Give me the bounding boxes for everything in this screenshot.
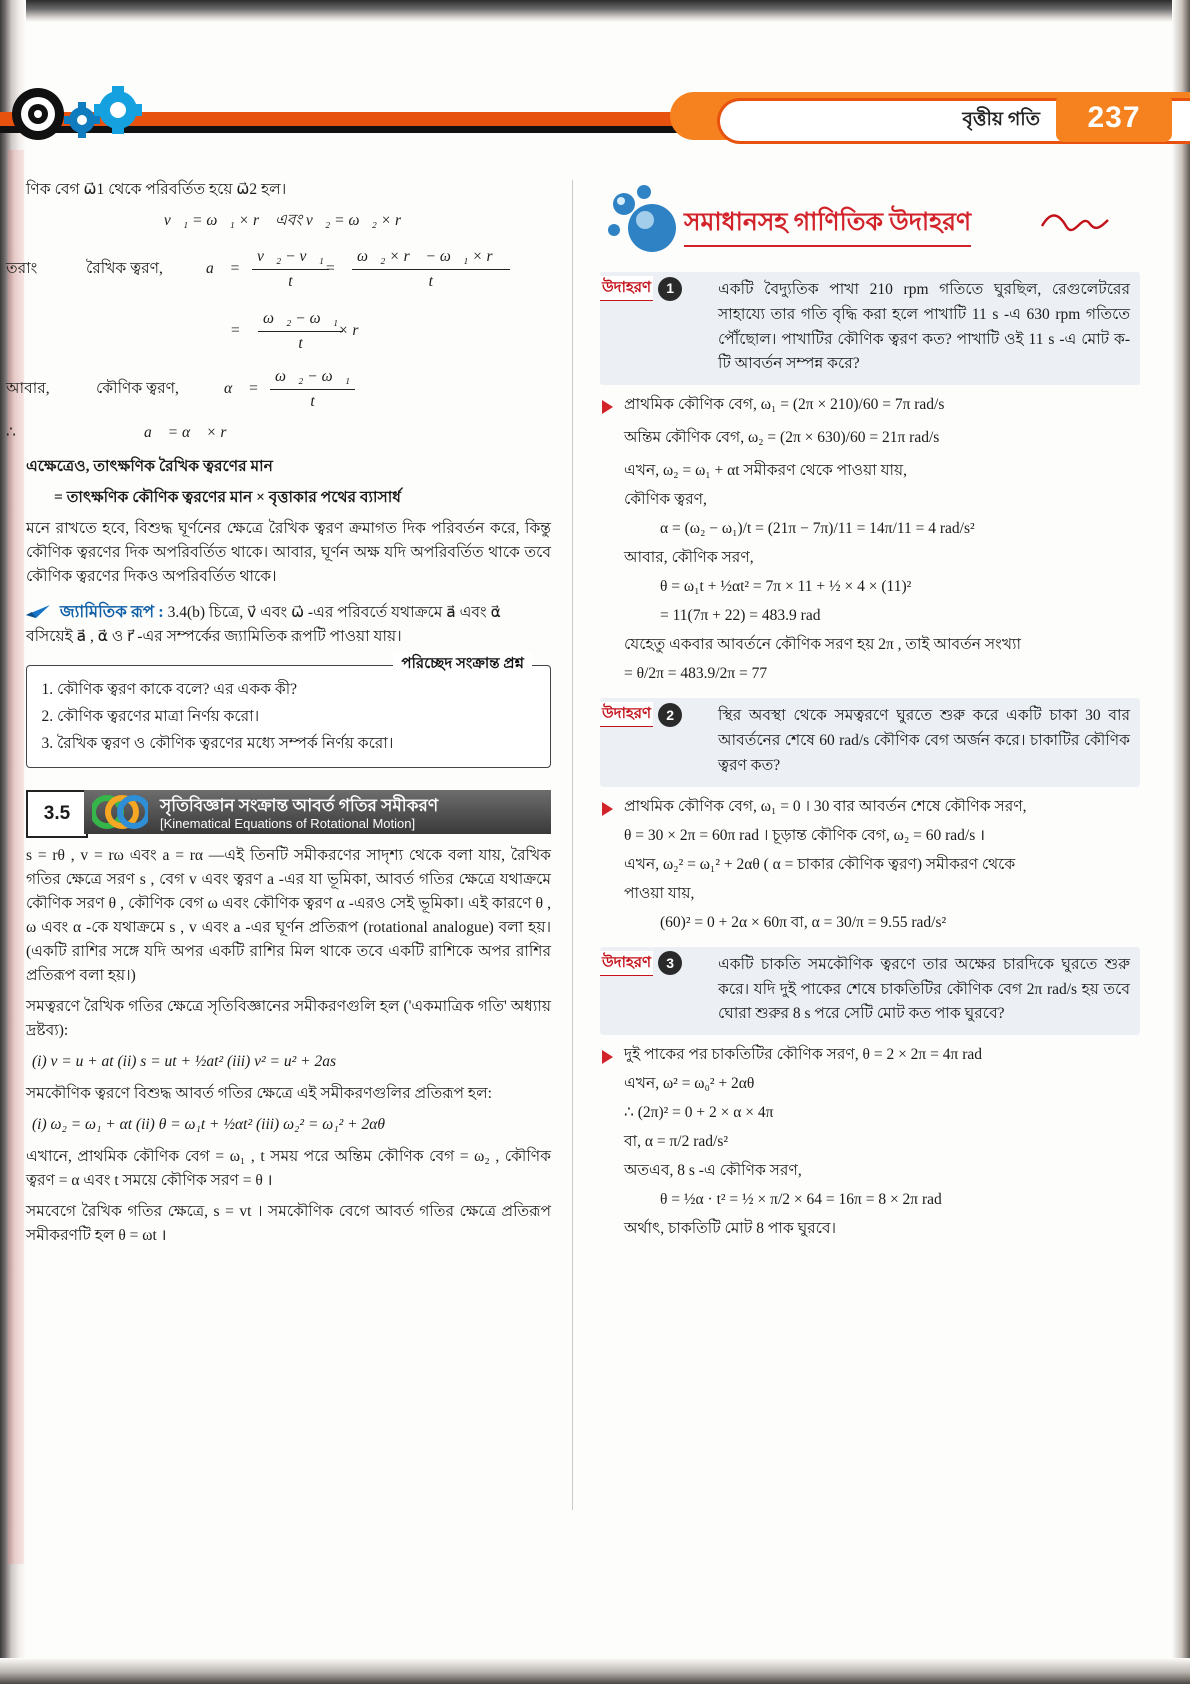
section-questions-title: পরিচ্ছেদ সংক্রান্ত প্রশ্ন <box>393 653 532 676</box>
squiggle-icon <box>1040 214 1110 240</box>
example-2-solution <box>600 795 1140 935</box>
solution-line: θ = ½α · t² = ½ × π/2 × 64 = 16π = 8 × 2π rad <box>660 1191 942 1209</box>
left-column <box>6 178 551 1255</box>
example-3-solution <box>600 1043 1140 1241</box>
solution-line: পাওয়া যায়, <box>624 884 695 902</box>
equation-v1-v2: v⃗₁ = ω⃗₁ × r⃗ এবং v⃗₂ = ω⃗₂ × r⃗ <box>163 212 414 230</box>
equals-sign: = <box>326 260 335 278</box>
example-2-tag <box>600 702 682 727</box>
instantaneous-linear-text: এক্ষেত্রেও, তাৎক্ষণিক রৈখিক ত্বরণের মান <box>26 458 273 476</box>
rotational-equations: (i) ω₂ = ω₁ + αt (ii) θ = ω₁t + ½αt² (iii) ω₂² = ω₁² + 2αθ <box>32 1116 385 1134</box>
scan-edge-right <box>1172 0 1190 1684</box>
eq-b-num: ω⃗₂ − ω⃗₁ <box>258 307 343 332</box>
geometric-form-title: জ্যামিতিক রূপ : <box>59 602 164 622</box>
solution-line: অন্তিম কৌণিক বেগ, ω₂ = (2π × 630)/60 = 21π rad/s <box>624 429 940 447</box>
blue-bubbles-icon <box>600 180 680 256</box>
kinematics-body-2: সমত্বরণে রৈখিক গতির ক্ষেত্রে সৃতিবিজ্ঞানের সমীকরণগুলি হল ('একমাত্রিক গতি' অধ্যায় দ্রষ্টব্য): <box>26 998 551 1040</box>
instantaneous-linear-text-2: = তাৎক্ষণিক কৌণিক ত্বরণের মান × বৃত্তাকার পথের ব্যাসার্ধ <box>54 489 401 507</box>
solution-line: = 11(7π + 22) = 483.9 rad <box>660 607 821 625</box>
solution-line: এখন, ω² = ω₀² + 2αθ <box>624 1075 755 1093</box>
example-label: উদাহরণ <box>600 276 653 301</box>
eq-b-den: t <box>298 335 303 353</box>
list-item: 1. কৌণিক ত্বরণ কাকে বলে? এর একক কী? <box>57 678 538 702</box>
solution-line: ∴ (2π)² = 0 + 2 × α × 4π <box>624 1104 774 1122</box>
eq-a-alpha-r: a⃗ = α⃗ × r⃗ <box>144 424 239 442</box>
list-item: 3. রৈখিক ত্বরণ ও কৌণিক ত্বরণের মধ্যে সম্পর্ক নির্ণয় করো। <box>57 732 538 756</box>
right-column <box>600 178 1140 1246</box>
chapter-title: বৃত্তীয় গতি <box>962 109 1040 130</box>
so-label: তরাং <box>6 260 38 278</box>
solution-line: দুই পাকের পর চাকতিটির কৌণিক সরণ, θ = 2 × 2π = 4π rad <box>624 1046 982 1064</box>
eq-b-tail: × r⃗ <box>338 322 371 340</box>
example-number: 3 <box>658 951 682 975</box>
solution-line: θ = ω₁t + ½αt² = 7π × 11 + ½ × 4 × (11)² <box>660 578 912 596</box>
eq-a-num1: v⃗₂ − v⃗₁ <box>252 245 329 270</box>
section-title-bn: সৃতিবিজ্ঞান সংক্রান্ত আবর্ত গতির সমীকরণ <box>160 796 439 816</box>
solution-line: = θ/2π = 483.9/2π = 77 <box>624 665 768 683</box>
worked-examples-header <box>600 178 1140 260</box>
solution-line: এখন, ω₂² = ω₁² + 2αθ ( α = চাকার কৌণিক ত্বরণ) সমীকরণ থেকে <box>624 855 1016 873</box>
eq-alpha-lhs: α⃗ = <box>224 380 259 398</box>
angular-accel-label: কৌণিক ত্বরণ, <box>96 380 179 398</box>
scan-edge-bottom <box>0 1658 1190 1684</box>
gears-icon <box>10 84 160 146</box>
page-number-badge <box>1056 94 1172 142</box>
geometric-form-text: 3.4(b) চিত্রে, v⃗ এবং ω⃗ -এর পরিবর্তে যথাক্রমে a⃗ এবং α⃗ বসিয়েই a⃗ , α⃗ ও r⃗ -এর সম্পর্কের জ্যামিতিক রূপটি পাওয়া যায়। <box>26 604 501 646</box>
column-divider <box>572 180 573 1510</box>
equals-sign-2: = <box>231 322 240 340</box>
eq-a-den2: t <box>428 273 433 291</box>
example-1-text: একটি বৈদ্যুতিক পাখা 210 rpm গতিতে ঘুরছিল, রেগুলেটরের সাহায্যে তার গতি বৃদ্ধি করা হলে পাখাটি 11 s -এ 630 rpm গতিতে পৌঁছোল। পাখাটির কৌণিক ত্বরণ কত? পাখাটি ওই 11 s -এ মোট ক-টি আবর্তন সম্পন্ন করে? <box>718 281 1130 373</box>
left-top-text: ণিক বেগ ω⃗1 থেকে পরিবর্তিত হয়ে ω⃗2 হল। <box>26 181 287 198</box>
section-title-en: [Kinematical Equations of Rotational Motion] <box>160 816 416 832</box>
solution-line: θ = 30 × 2π = 60π rad । চূড়ান্ত কৌণিক বেগ, ω₂ = 60 rad/s । <box>624 826 986 844</box>
scan-edge-top <box>0 0 1190 22</box>
remember-paragraph: মনে রাখতে হবে, বিশুদ্ধ ঘূর্ণনের ক্ষেত্রে রৈখিক ত্বরণ ক্রমাগত দিক পরিবর্তন করে, কিন্তু কৌণিক ত্বরণের দিক অপরিবর্তিত থাকে। আবার, ঘূর্ণন অক্ষ যদি অপরিবর্তিত থাকে তবে কৌণিক ত্বরণের দিকও অপরিবর্তিত থাকে। <box>26 520 551 586</box>
therefore-symbol: ∴ <box>6 424 16 442</box>
example-3-tag <box>600 951 682 976</box>
example-2-question <box>600 698 1140 786</box>
section-questions-box <box>26 656 551 768</box>
list-item: 2. কৌণিক ত্বরণের মাত্রা নির্ণয় করো। <box>57 705 538 729</box>
kinematics-body-3: সমকৌণিক ত্বরণে বিশুদ্ধ আবর্ত গতির ক্ষেত্রে এই সমীকরণগুলির প্রতিরূপ হল: <box>26 1085 492 1103</box>
example-number: 1 <box>658 277 682 301</box>
solution-line: যেহেতু একবার আবর্তনে কৌণিক সরণ হয় 2π , তাই আবর্তন সংখ্যা <box>624 636 1022 654</box>
solution-line: আবার, কৌণিক সরণ, <box>624 549 754 567</box>
geometric-form-block <box>26 599 551 649</box>
page-number: 237 <box>1087 101 1141 134</box>
example-1-tag <box>600 276 682 301</box>
example-label: উদাহরণ <box>600 951 653 976</box>
example-3-question <box>600 947 1140 1035</box>
example-1-question <box>600 272 1140 385</box>
eq-alpha-den: t <box>310 393 315 411</box>
kinematics-body-5: সমবেগে রৈখিক গতির ক্ষেত্রে, s = vt । সমকৌণিক বেগে আবর্ত গতির ক্ষেত্রে প্রতিরূপ সমীকরণটি হল θ = ωt । <box>26 1203 551 1245</box>
example-1-solution <box>600 393 1140 686</box>
pen-arrow-icon <box>26 603 52 617</box>
color-rings-icon <box>92 795 148 829</box>
solution-line: এখন, ω₂ = ω₁ + αt সমীকরণ থেকে পাওয়া যায়, <box>624 462 907 480</box>
solution-line: অতএব, 8 s -এ কৌণিক সরণ, <box>624 1162 802 1180</box>
worked-examples-title: সমাধানসহ গাণিতিক উদাহরণ <box>684 204 971 247</box>
linear-accel-label: রৈখিক ত্বরণ, <box>86 260 163 278</box>
solution-line: কৌণিক ত্বরণ, <box>624 491 707 509</box>
example-3-text: একটি চাকতি সমকৌণিক ত্বরণে তার অক্ষের চারদিকে ঘুরতে শুরু করে। যদি দুই পাকের শেষে চাকতিটির কৌণিক বেগ 2π rad/s হয় তবে ঘোরা শুরুর 8 s পরে সেটি মোট কত পাক ঘুরবে? <box>718 955 1130 1023</box>
scan-edge-left-tint <box>8 150 24 1564</box>
again-label: আবার, <box>6 380 50 398</box>
solution-line: α = (ω₂ − ω₁)/t = (21π − 7π)/11 = 14π/11 = 4 rad/s² <box>660 520 975 538</box>
kinematics-body-1: s = rθ , v = rω এবং a = rα —এই তিনটি সমীকরণের সাদৃশ্য থেকে বলা যায়, রৈখিক গতির ক্ষেত্রে সরণ s , বেগ v এবং ত্বরণ a -এর যা ভূমিকা, আবর্ত গতির ক্ষেত্রে যথাক্রমে কৌণিক সরণ θ , কৌণিক বেগ ω এবং কৌণিক ত্বরণ α -এরও সেই ভূমিকা। এই কারণে θ , ω এবং α -কে যথাক্রমে s , v এবং a -এর ঘূর্ণন প্রতিরূপ (rotational analogue) বলা হয়। (একটি রাশির সঙ্গে যদি অপর একটি রাশির মিল থাকে তবে একটি রাশিকে অপর রাশির প্রতিরূপ বলা হয়।) <box>26 847 551 985</box>
kinematics-body-4: এখানে, প্রাথমিক কৌণিক বেগ = ω₁ , t সময় পরে অন্তিম কৌণিক বেগ = ω₂ , কৌণিক ত্বরণ = α এবং t সময়ে কৌণিক সরণ = θ । <box>26 1148 551 1190</box>
solution-line: অর্থাৎ, চাকতিটি মোট 8 পাক ঘুরবে। <box>624 1220 837 1238</box>
section-header-3-5 <box>26 786 551 844</box>
example-number: 2 <box>658 703 682 727</box>
page-header <box>0 78 1190 158</box>
eq-a-num2: ω⃗₂ × r⃗ − ω⃗₁ × r⃗ <box>352 245 510 270</box>
eq-a-lhs: a⃗ = <box>206 260 241 278</box>
solution-line: (60)² = 0 + 2α × 60π বা, α = 30/π = 9.55 rad/s² <box>660 913 947 931</box>
section-number: 3.5 <box>26 790 88 838</box>
example-2-text: স্থির অবস্থা থেকে সমত্বরণে ঘুরতে শুরু করে একটি চাকা 30 বার আবর্তনের শেষে 60 rad/s কৌণিক বেগ অর্জন করে। চাকাটির কৌণিক ত্বরণ কত? <box>718 707 1130 774</box>
solution-line: প্রাথমিক কৌণিক বেগ, ω₁ = 0 । 30 বার আবর্তন শেষে কৌণিক সরণ, <box>624 797 1027 815</box>
example-label: উদাহরণ <box>600 702 653 727</box>
eq-alpha-num: ω⃗₂ − ω⃗₁ <box>270 365 355 390</box>
eq-a-den1: t <box>288 273 293 291</box>
solution-line: প্রাথমিক কৌণিক বেগ, ω₁ = (2π × 210)/60 = 7π rad/s <box>624 396 945 414</box>
linear-equations: (i) v = u + at (ii) s = ut + ½at² (iii) v² = u² + 2as <box>32 1053 336 1071</box>
solution-line: বা, α = π/2 rad/s² <box>624 1133 729 1151</box>
